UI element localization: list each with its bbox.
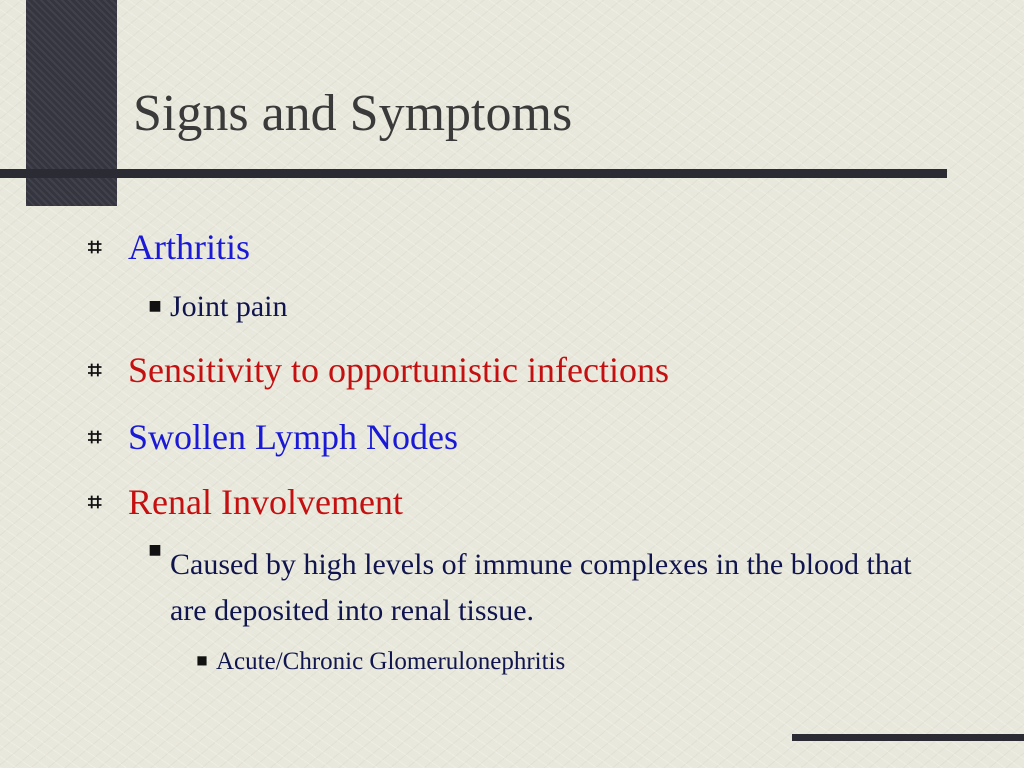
bullet-text: Renal Involvement: [128, 482, 403, 522]
sub-bullet-item-immune-complexes: [140, 542, 940, 634]
hash-bullet-icon: ⌗: [88, 356, 102, 384]
bullet-item-arthritis: [88, 227, 250, 268]
sub-bullet-text: Joint pain: [170, 290, 288, 323]
square-bullet-icon: ■: [148, 542, 162, 558]
bullet-item-renal-involvement: [88, 482, 403, 523]
slide-title: Signs and Symptoms: [133, 85, 573, 142]
hash-bullet-icon: ⌗: [88, 488, 102, 516]
sub-sub-bullet-text: Acute/Chronic Glomerulonephritis: [216, 648, 566, 675]
bullet-item-sensitivity: [88, 350, 669, 391]
sub-bullet-text: Caused by high levels of immune complexes in the blood that are deposited into renal tissue.: [170, 548, 912, 627]
bullet-item-swollen-lymph-nodes: [88, 417, 458, 458]
hash-bullet-icon: ⌗: [88, 233, 102, 261]
bullet-text: Sensitivity to opportunistic infections: [128, 350, 669, 390]
sub-bullet-item-joint-pain: [140, 290, 288, 325]
bullet-text: Swollen Lymph Nodes: [128, 417, 458, 457]
square-bullet-icon: ■: [148, 298, 162, 314]
sub-sub-bullet-item-glomerulonephritis: [188, 648, 565, 677]
square-bullet-icon: ■: [196, 653, 208, 667]
bullet-text: Arthritis: [128, 227, 250, 267]
hash-bullet-icon: ⌗: [88, 423, 102, 451]
